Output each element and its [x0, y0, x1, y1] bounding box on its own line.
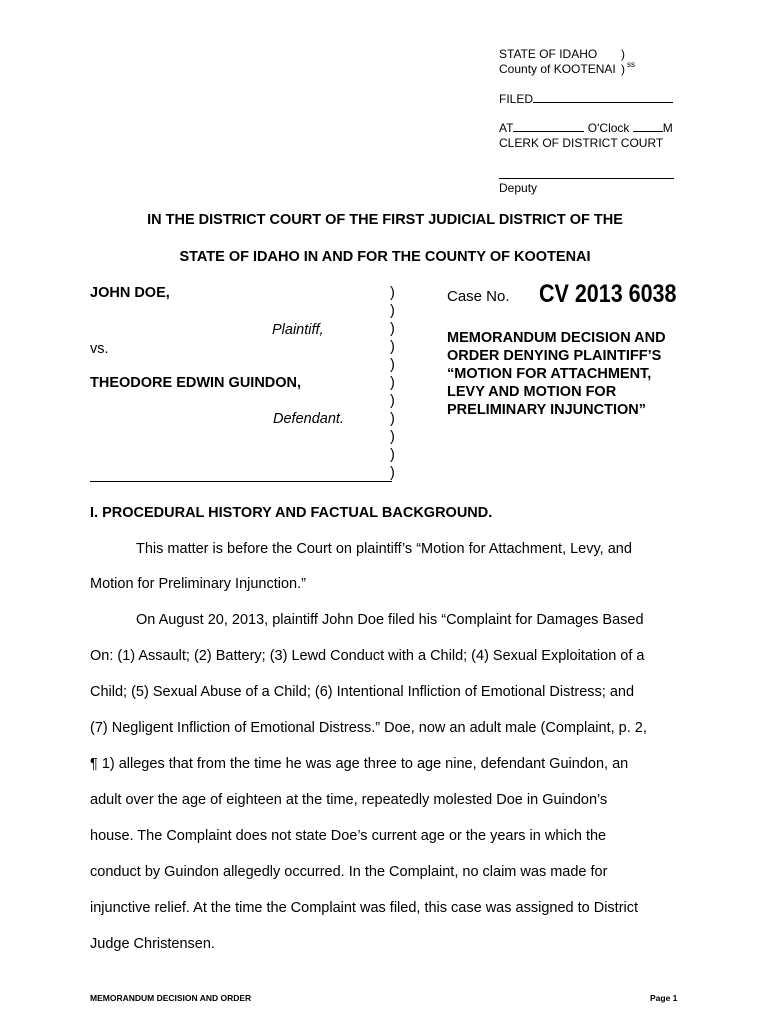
page-number: Page 1	[650, 993, 678, 1003]
stamp-filed	[499, 92, 673, 106]
caption-paren: )	[390, 465, 395, 481]
body-line: On August 20, 2013, plaintiff John Doe filed his “Complaint for Damages Based	[136, 612, 644, 628]
document-title-line: PRELIMINARY INJUNCTION”	[447, 402, 646, 418]
body-line: Judge Christensen.	[90, 936, 215, 952]
stamp-state-paren: )	[621, 47, 625, 61]
document-title-line: LEVY AND MOTION FOR	[447, 384, 617, 400]
defendant-role: Defendant.	[273, 411, 344, 427]
stamp-at-label: AT	[499, 121, 514, 135]
caption-paren: )	[390, 303, 395, 319]
body-line: injunctive relief. At the time the Complaint was filed, this case was assigned to District	[90, 900, 639, 916]
body-line: This matter is before the Court on plaintiff’s “Motion for Attachment, Levy, and	[136, 541, 632, 557]
plaintiff-name: JOHN DOE,	[90, 285, 170, 301]
stamp-deputy: Deputy	[499, 181, 538, 195]
court-heading-line2: STATE OF IDAHO IN AND FOR THE COUNTY OF KOOTENAI	[179, 249, 591, 265]
document-title-line: MEMORANDUM DECISION AND	[447, 330, 666, 346]
stamp-m-label: M	[662, 121, 673, 135]
court-heading-line1: IN THE DISTRICT COURT OF THE FIRST JUDICIAL DISTRICT OF THE	[147, 212, 623, 228]
caption-paren: )	[390, 411, 395, 427]
stamp-clerk: CLERK OF DISTRICT COURT	[499, 136, 664, 150]
caption-paren: )	[390, 393, 395, 409]
body-line: On: (1) Assault; (2) Battery; (3) Lewd Conduct with a Child; (4) Sexual Exploitation of a	[90, 648, 645, 664]
caption-paren: )	[390, 375, 395, 391]
stamp-filed-label: FILED	[499, 92, 534, 106]
document-title-line: ORDER DENYING PLAINTIFF’S	[447, 348, 662, 364]
section-heading: I. PROCEDURAL HISTORY AND FACTUAL BACKGROUND.	[90, 505, 493, 521]
caption-paren: )	[390, 321, 395, 337]
defendant-name: THEODORE EDWIN GUINDON,	[90, 375, 302, 391]
caption-paren: )	[390, 429, 395, 445]
caption-paren: )	[390, 357, 395, 373]
body-line: house. The Complaint does not state Doe’s current age or the years in which the	[90, 828, 607, 844]
footer-title: MEMORANDUM DECISION AND ORDER	[90, 993, 252, 1003]
body-line: Child; (5) Sexual Abuse of a Child; (6) Intentional Infliction of Emotional Distress; and	[90, 684, 635, 700]
stamp-ss: ss	[627, 60, 635, 69]
vs-label: vs.	[90, 341, 109, 357]
stamp-county: County of KOOTENAI	[499, 62, 616, 76]
stamp-county-paren: )	[621, 62, 625, 76]
stamp-deputy-line	[499, 178, 674, 179]
stamp-m-line	[633, 131, 663, 132]
stamp-at	[499, 121, 673, 135]
body-line: conduct by Guindon allegedly occurred. In the Complaint, no claim was made for	[90, 864, 608, 880]
case-number: CV 2013 6038	[539, 280, 677, 308]
caption-paren: )	[390, 339, 395, 355]
body-line: adult over the age of eighteen at the time, repeatedly molested Doe in Guindon’s	[90, 792, 608, 808]
body-line: (7) Negligent Infliction of Emotional Distress.” Doe, now an adult male (Complaint, p. 2,	[90, 720, 647, 736]
stamp-filed-line	[533, 102, 673, 103]
stamp-state: STATE OF IDAHO	[499, 47, 598, 61]
plaintiff-role: Plaintiff,	[272, 322, 324, 338]
caption-paren: )	[390, 447, 395, 463]
stamp-oclock-label: O'Clock	[587, 121, 630, 135]
caption-underline	[90, 481, 392, 482]
document-title-line: “MOTION FOR ATTACHMENT,	[447, 366, 652, 382]
stamp-at-line	[513, 131, 584, 132]
body-line: ¶ 1) alleges that from the time he was age three to age nine, defendant Guindon, an	[90, 756, 629, 772]
case-no-label: Case No.	[447, 288, 510, 305]
body-line: Motion for Preliminary Injunction.”	[90, 576, 306, 592]
caption-paren: )	[390, 285, 395, 301]
